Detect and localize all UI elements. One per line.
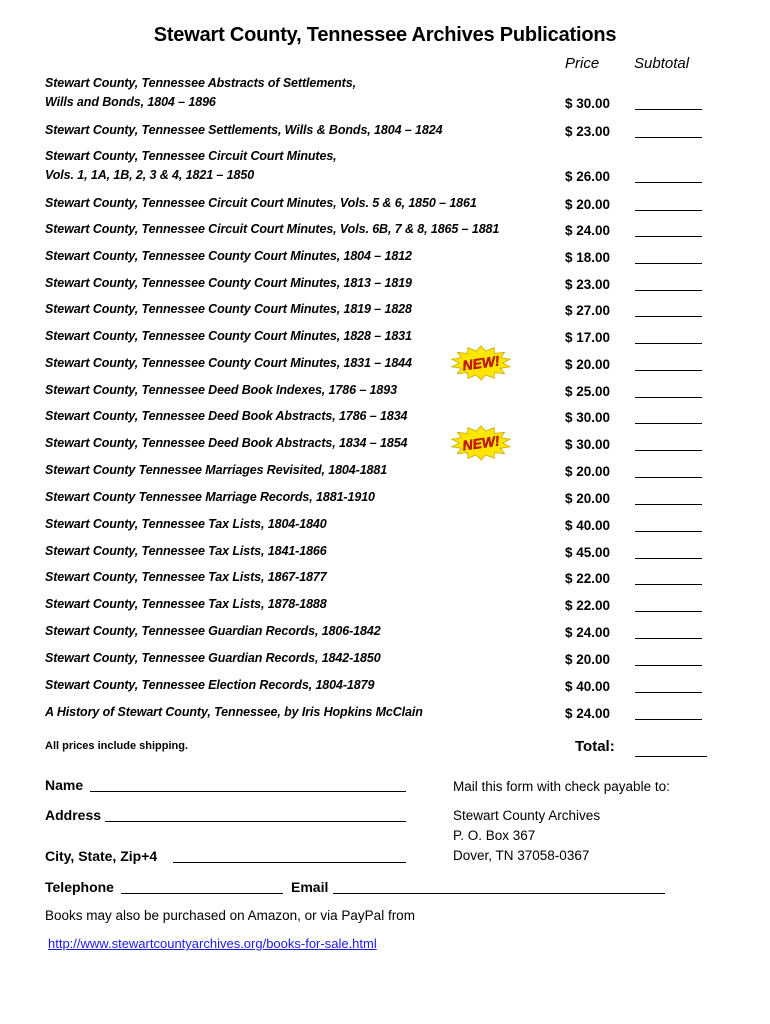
mail-address-line-2: P. O. Box 367 bbox=[453, 828, 536, 843]
subtotal-blank[interactable] bbox=[635, 504, 702, 505]
price-column-header: Price bbox=[565, 55, 600, 72]
publication-title: Stewart County, Tennessee Circuit Court Minutes, bbox=[45, 149, 337, 163]
publication-price: $ 40.00 bbox=[565, 679, 611, 694]
publication-title: A History of Stewart County, Tennessee, by Iris Hopkins McClain bbox=[45, 705, 423, 719]
subtotal-blank[interactable] bbox=[635, 477, 702, 478]
publication-price: $ 26.00 bbox=[565, 169, 611, 184]
new-badge-text: NEW! bbox=[461, 352, 501, 374]
publication-title: Wills and Bonds, 1804 – 1896 bbox=[45, 95, 216, 109]
subtotal-blank[interactable] bbox=[635, 719, 702, 720]
new-starburst-icon bbox=[450, 345, 512, 381]
address-field[interactable] bbox=[105, 821, 406, 822]
publication-price: $ 30.00 bbox=[565, 96, 611, 111]
city-state-zip-label: City, State, Zip+4 bbox=[45, 848, 158, 864]
publication-price: $ 27.00 bbox=[565, 303, 611, 318]
publication-price: $ 24.00 bbox=[565, 706, 611, 721]
publication-price: $ 25.00 bbox=[565, 384, 611, 399]
subtotal-column-header: Subtotal bbox=[634, 55, 690, 72]
publication-price: $ 20.00 bbox=[565, 464, 611, 479]
publication-title: Stewart County, Tennessee Guardian Records, 1842-1850 bbox=[45, 651, 381, 665]
page-title: Stewart County, Tennessee Archives Publications bbox=[153, 24, 617, 46]
publication-title: Stewart County, Tennessee County Court Minutes, 1831 – 1844 bbox=[45, 356, 412, 370]
purchase-note: Books may also be purchased on Amazon, or via PayPal from bbox=[45, 908, 415, 923]
books-for-sale-link[interactable]: http://www.stewartcountyarchives.org/books-for-sale.html bbox=[48, 936, 377, 951]
publication-price: $ 20.00 bbox=[565, 652, 611, 667]
mail-address-line-3: Dover, TN 37058-0367 bbox=[453, 848, 590, 863]
publication-price: $ 17.00 bbox=[565, 330, 611, 345]
publication-title: Stewart County, Tennessee Election Records, 1804-1879 bbox=[45, 678, 375, 692]
publication-price: $ 24.00 bbox=[565, 223, 611, 238]
subtotal-blank[interactable] bbox=[635, 236, 702, 237]
name-label: Name bbox=[45, 777, 84, 793]
subtotal-blank[interactable] bbox=[635, 182, 702, 183]
subtotal-blank[interactable] bbox=[635, 210, 702, 211]
address-label: Address bbox=[45, 807, 102, 823]
publication-price: $ 22.00 bbox=[565, 598, 611, 613]
publication-price: $ 22.00 bbox=[565, 571, 611, 586]
subtotal-blank[interactable] bbox=[635, 638, 702, 639]
publication-price: $ 20.00 bbox=[565, 357, 611, 372]
shipping-note: All prices include shipping. bbox=[45, 740, 189, 752]
publication-price: $ 30.00 bbox=[565, 437, 611, 452]
publication-price: $ 24.00 bbox=[565, 625, 611, 640]
publication-title: Stewart County, Tennessee Deed Book Abstracts, 1834 – 1854 bbox=[45, 436, 408, 450]
publication-price: $ 18.00 bbox=[565, 250, 611, 265]
publication-price: $ 23.00 bbox=[565, 277, 611, 292]
publication-title: Stewart County, Tennessee Tax Lists, 1878-1888 bbox=[45, 597, 327, 611]
telephone-field[interactable] bbox=[121, 893, 283, 894]
total-label: Total: bbox=[575, 738, 615, 755]
subtotal-blank[interactable] bbox=[635, 665, 702, 666]
publication-title: Stewart County, Tennessee Abstracts of Settlements, bbox=[45, 76, 356, 90]
subtotal-blank[interactable] bbox=[635, 692, 702, 693]
publication-price: $ 20.00 bbox=[565, 197, 611, 212]
subtotal-blank[interactable] bbox=[635, 316, 702, 317]
publication-title: Vols. 1, 1A, 1B, 2, 3 & 4, 1821 – 1850 bbox=[45, 168, 255, 182]
publication-title: Stewart County, Tennessee County Court Minutes, 1819 – 1828 bbox=[45, 302, 412, 316]
subtotal-blank[interactable] bbox=[635, 423, 702, 424]
subtotal-blank[interactable] bbox=[635, 397, 702, 398]
subtotal-blank[interactable] bbox=[635, 611, 702, 612]
city-state-zip-field[interactable] bbox=[173, 862, 406, 863]
publication-title: Stewart County Tennessee Marriage Records, 1881-1910 bbox=[45, 490, 375, 504]
publication-price: $ 30.00 bbox=[565, 410, 611, 425]
publication-title: Stewart County, Tennessee Tax Lists, 1841-1866 bbox=[45, 544, 327, 558]
publication-title: Stewart County, Tennessee Deed Book Indexes, 1786 – 1893 bbox=[45, 383, 397, 397]
publication-title: Stewart County, Tennessee County Court Minutes, 1828 – 1831 bbox=[45, 329, 412, 343]
subtotal-blank[interactable] bbox=[635, 290, 702, 291]
publication-title: Stewart County, Tennessee Deed Book Abstracts, 1786 – 1834 bbox=[45, 409, 408, 423]
mail-instructions: Mail this form with check payable to: bbox=[453, 779, 670, 794]
publication-price: $ 23.00 bbox=[565, 124, 611, 139]
telephone-label: Telephone bbox=[45, 879, 114, 895]
email-label: Email bbox=[291, 879, 329, 895]
publication-price: $ 20.00 bbox=[565, 491, 611, 506]
subtotal-blank[interactable] bbox=[635, 263, 702, 264]
publication-title: Stewart County, Tennessee County Court Minutes, 1804 – 1812 bbox=[45, 249, 412, 263]
new-badge-text: NEW! bbox=[461, 432, 501, 454]
subtotal-blank[interactable] bbox=[635, 109, 702, 110]
email-field[interactable] bbox=[333, 893, 665, 894]
publication-title: Stewart County, Tennessee Circuit Court Minutes, Vols. 6B, 7 & 8, 1865 – 1881 bbox=[45, 222, 500, 236]
publication-title: Stewart County Tennessee Marriages Revisited, 1804-1881 bbox=[45, 463, 388, 477]
subtotal-blank[interactable] bbox=[635, 584, 702, 585]
subtotal-blank[interactable] bbox=[635, 531, 702, 532]
total-blank[interactable] bbox=[635, 756, 707, 757]
publication-price: $ 40.00 bbox=[565, 518, 611, 533]
subtotal-blank[interactable] bbox=[635, 343, 702, 344]
publication-title: Stewart County, Tennessee Settlements, Wills & Bonds, 1804 – 1824 bbox=[45, 123, 443, 137]
subtotal-blank[interactable] bbox=[635, 370, 702, 371]
publication-price: $ 45.00 bbox=[565, 545, 611, 560]
publication-title: Stewart County, Tennessee Tax Lists, 1804-1840 bbox=[45, 517, 327, 531]
publication-title: Stewart County, Tennessee Tax Lists, 1867-1877 bbox=[45, 570, 327, 584]
subtotal-blank[interactable] bbox=[635, 137, 702, 138]
publication-title: Stewart County, Tennessee County Court Minutes, 1813 – 1819 bbox=[45, 276, 412, 290]
publication-title: Stewart County, Tennessee Circuit Court Minutes, Vols. 5 & 6, 1850 – 1861 bbox=[45, 196, 477, 210]
subtotal-blank[interactable] bbox=[635, 450, 702, 451]
subtotal-blank[interactable] bbox=[635, 558, 702, 559]
new-starburst-icon bbox=[450, 425, 512, 461]
mail-address-line-1: Stewart County Archives bbox=[453, 808, 601, 823]
publication-title: Stewart County, Tennessee Guardian Records, 1806-1842 bbox=[45, 624, 381, 638]
name-field[interactable] bbox=[90, 791, 406, 792]
